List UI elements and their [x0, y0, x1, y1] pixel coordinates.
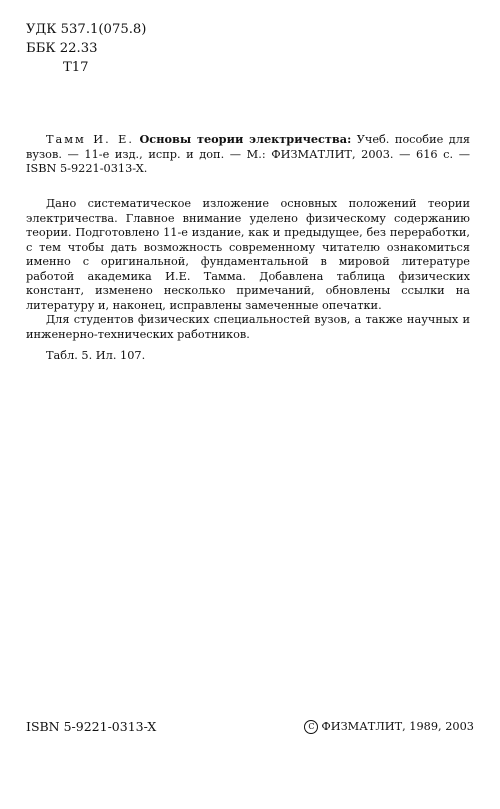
annotation-tables-illustrations: Табл. 5. Ил. 107.	[46, 349, 146, 362]
author-code: Т17	[63, 60, 89, 75]
citation-author: Тамм И. Е.	[46, 133, 135, 146]
bbk-code: ББК 22.33	[26, 41, 98, 56]
footer-isbn: ISBN 5-9221-0313-X	[26, 719, 157, 734]
annotation	[26, 197, 470, 364]
annotation-paragraph-description: Дано систематическое изложение основных положений теории электричества. Главное внимание уделено физическому содержанию теории. Подготовлено 11-е издание, как и предыдущее, без переработки, с тем чтобы дать возможность современному читателю ознакомиться именно с оригинальной, фундаментальной в мировой литературе работой академика И.Е. Тамма. Добавлена таблица физических констант, изменено несколько примечаний, обновлены ссылки на литературу и, наконец, исправлены замеченные опечатки.	[26, 197, 470, 312]
citation-title: Основы теории электричества:	[139, 132, 352, 146]
footer-copyright	[304, 720, 474, 734]
annotation-paragraph-audience: Для студентов физических специальностей вузов, а также научных и инженерно-технических работников.	[26, 313, 470, 341]
udk-code: УДК 537.1(075.8)	[26, 22, 147, 37]
copyright-icon: C	[304, 720, 318, 734]
bibliographic-citation	[26, 132, 470, 177]
citation-details: Учеб. пособие для вузов. — 11-е изд., испр. и доп. — М.: ФИЗМАТЛИТ, 2003. — 616 с. — ISBN 5-9221-0313-X.	[26, 133, 471, 175]
copyright-text: ФИЗМАТЛИТ, 1989, 2003	[321, 720, 474, 733]
citation-text	[26, 132, 470, 177]
classification-codes	[26, 20, 146, 77]
